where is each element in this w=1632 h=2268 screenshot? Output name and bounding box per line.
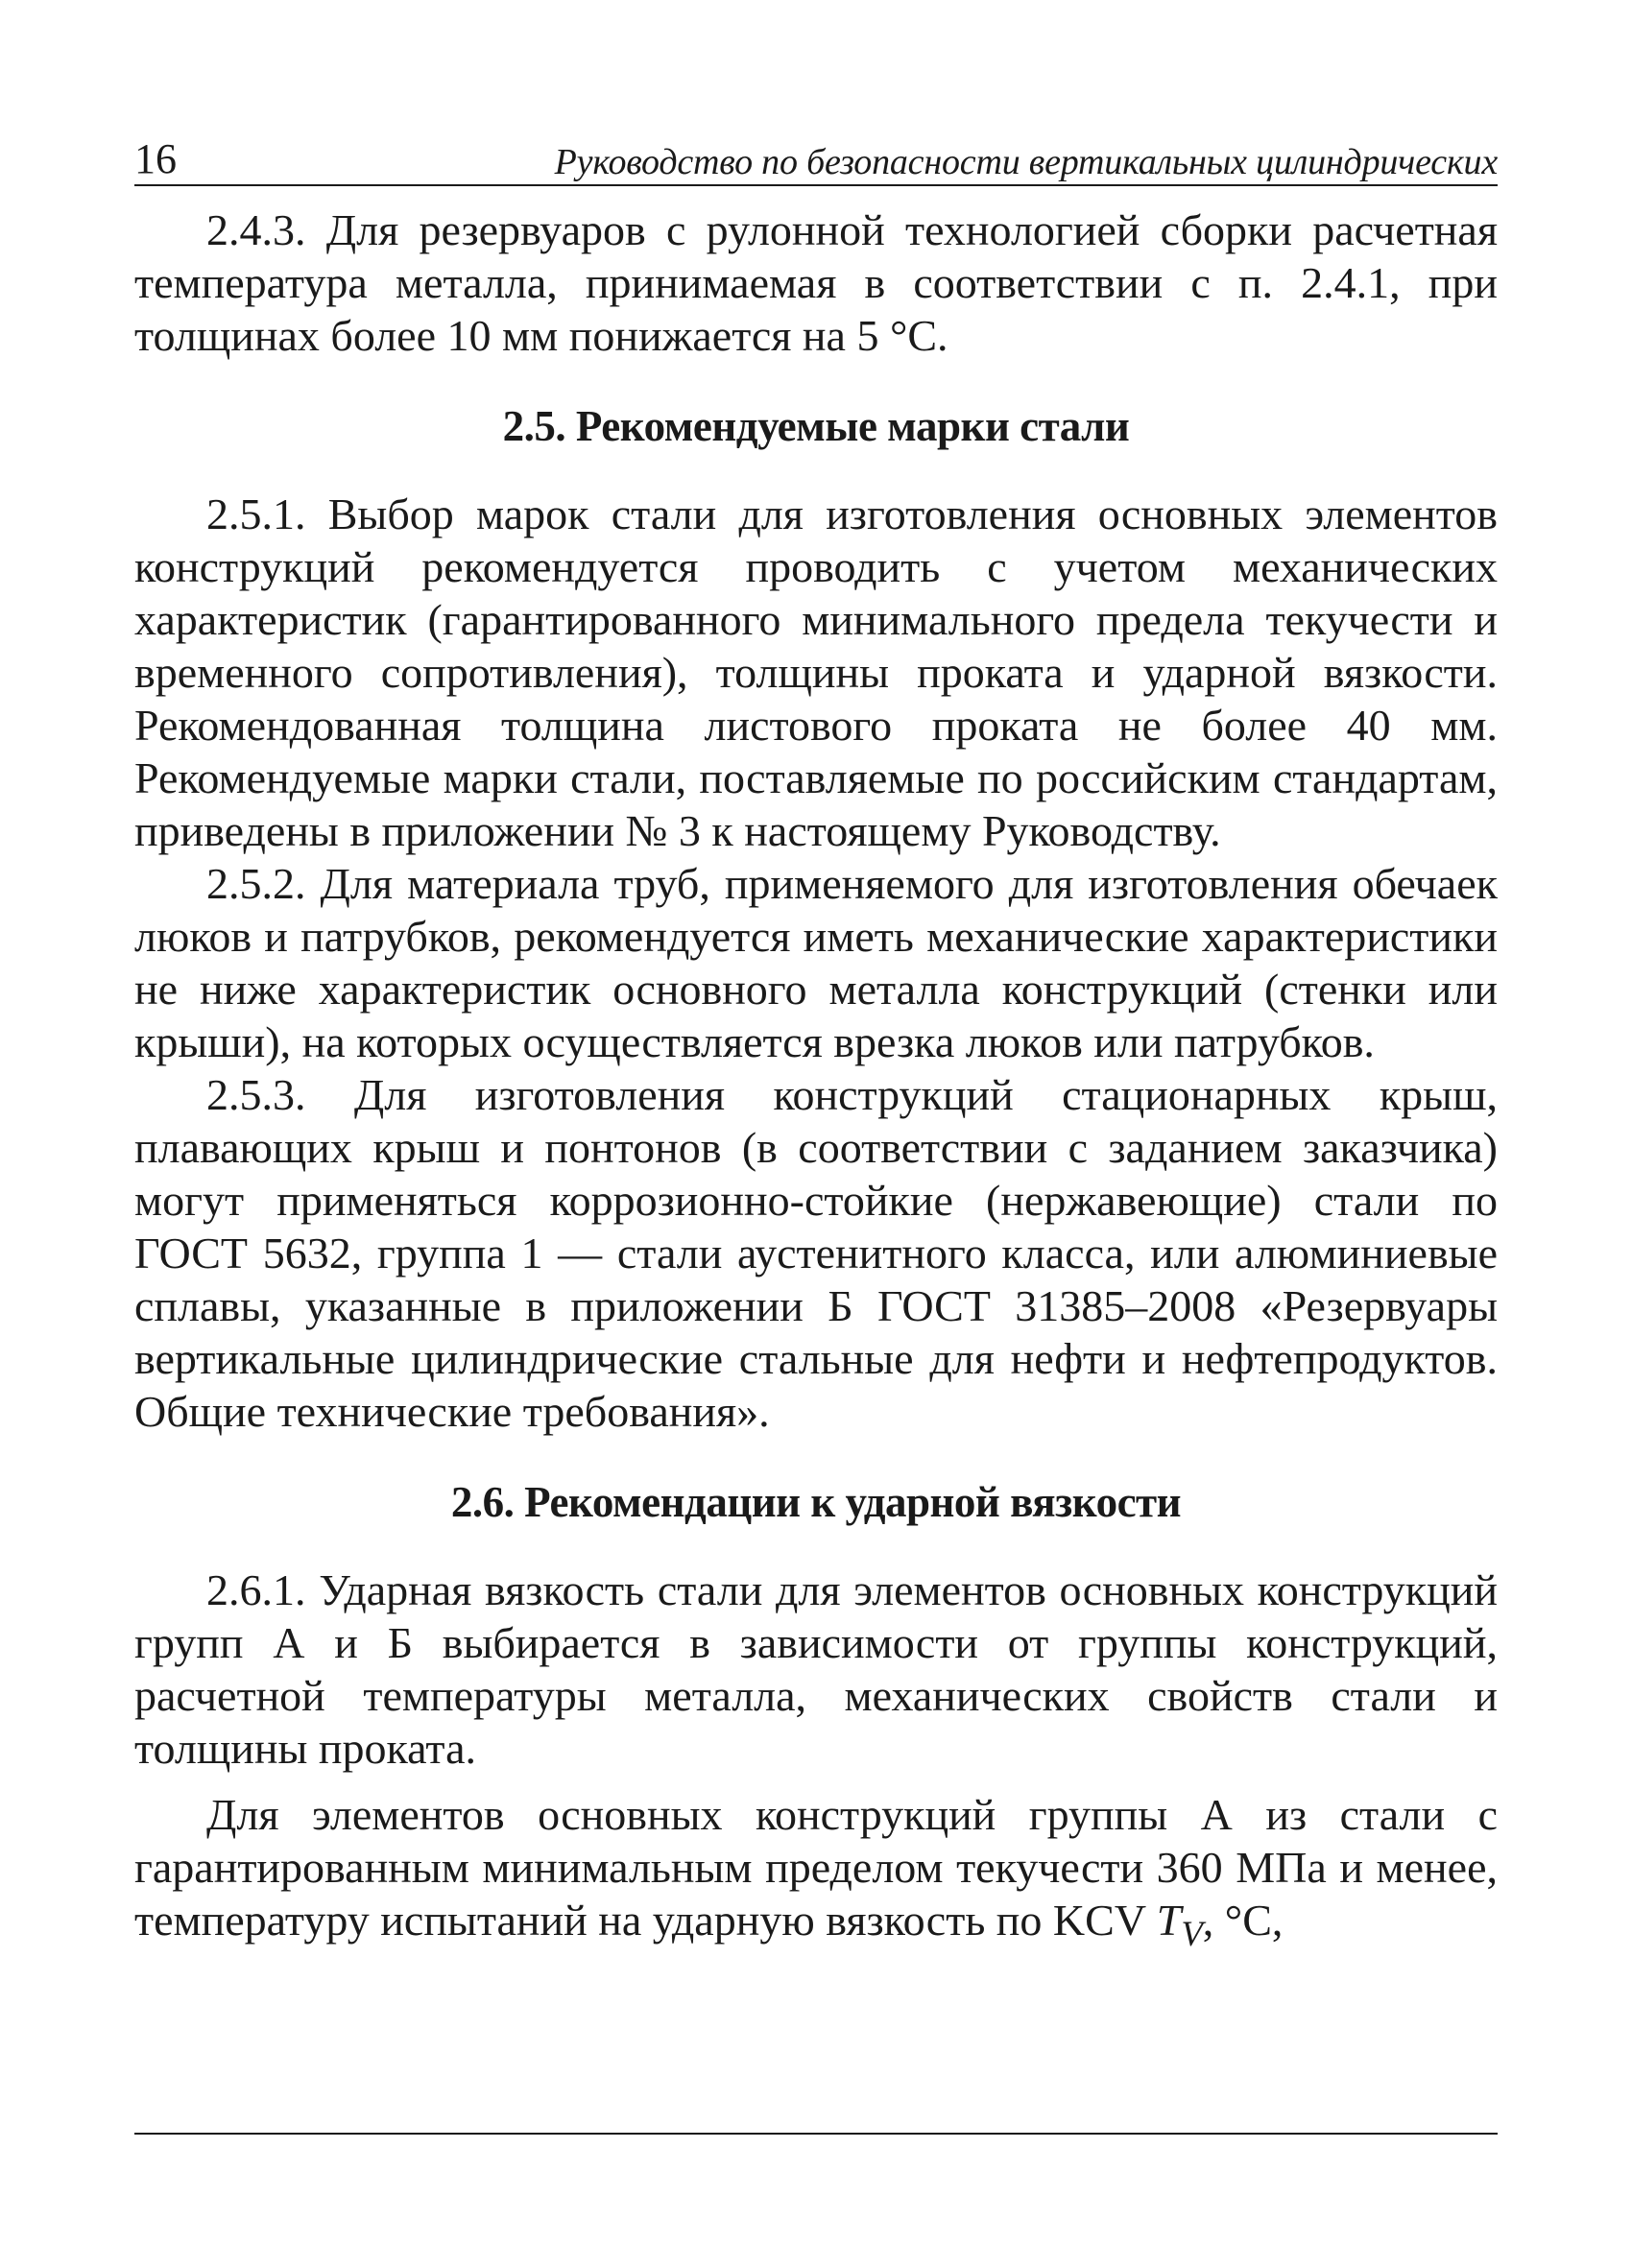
paragraph-2-5-2: 2.5.2. Для материала труб, применяемого для изготовления обечаек люков и патрубков, рекомендуется иметь механические характеристики не ниже характеристик основного металла конструкций (стенки или крыши), на которых осуществляется врезка люков или патрубков.	[134, 859, 1498, 1066]
page-bottom-rule	[134, 2133, 1498, 2135]
paragraph-ksv-temperature	[134, 1788, 1498, 1954]
section-heading-2-5: 2.5. Рекомендуемые марки стали	[502, 402, 1130, 450]
paragraph-gap	[134, 1775, 1498, 1788]
temperature-subscript: V	[1181, 1914, 1203, 1954]
paragraph-ksv-text: Для элементов основных конструкций группы А из стали с гарантированным минимальным пределом текучести 360 МПа и менее, температуру испытаний на ударную вязкость по KCV	[134, 1790, 1498, 1945]
section-heading-2-6: 2.6. Рекомендации к ударной вязкости	[450, 1478, 1182, 1526]
running-title: Руководство по безопасности вертикальных цилиндрических	[554, 142, 1498, 182]
paragraph-2-5-3: 2.5.3. Для изготовления конструкций стационарных крыш, плавающих крыш и понтонов (в соответствии с заданием заказчика) могут применяться коррозионно-стойкие (нержавеющие) стали по ГОСТ 5632, группа 1 — стали аустенитного класса, или алюминиевые сплавы, указанные в приложении Б ГОСТ 31385–2008 «Резервуары вертикальные цилиндрические стальные для нефти и нефтепродуктов. Общие технические требования».	[134, 1070, 1498, 1436]
temperature-symbol: T	[1156, 1896, 1182, 1945]
document-body	[134, 203, 1498, 1954]
paragraph-2-5-1: 2.5.1. Выбор марок стали для изготовления основных элементов конструкций рекомендуется проводить с учетом механических характеристик (гарантированного минимального предела текучести и временного сопротивления), толщины проката и ударной вязкости. Рекомендованная толщина листового проката не более 40 мм. Рекомендуемые марки стали, поставляемые по российским стандартам, приведены в приложении № 3 к настоящему Руководству.	[134, 489, 1498, 855]
paragraph-2-6-1: 2.6.1. Ударная вязкость стали для элементов основных конструкций групп А и Б выбирается в зависимости от группы конструкций, расчетной температуры металла, механических свойств стали и толщины проката.	[134, 1565, 1498, 1773]
paragraph-ksv-tail: , °С,	[1202, 1896, 1284, 1945]
running-header	[134, 125, 1498, 186]
paragraph-2-4-3: 2.4.3. Для резервуаров с рулонной технологией сборки расчетная температура металла, принимаемая в соответствии с п. 2.4.1, при толщинах более 10 мм понижается на 5 °С.	[134, 205, 1498, 360]
document-page	[134, 125, 1498, 1954]
page-number: 16	[134, 135, 177, 182]
